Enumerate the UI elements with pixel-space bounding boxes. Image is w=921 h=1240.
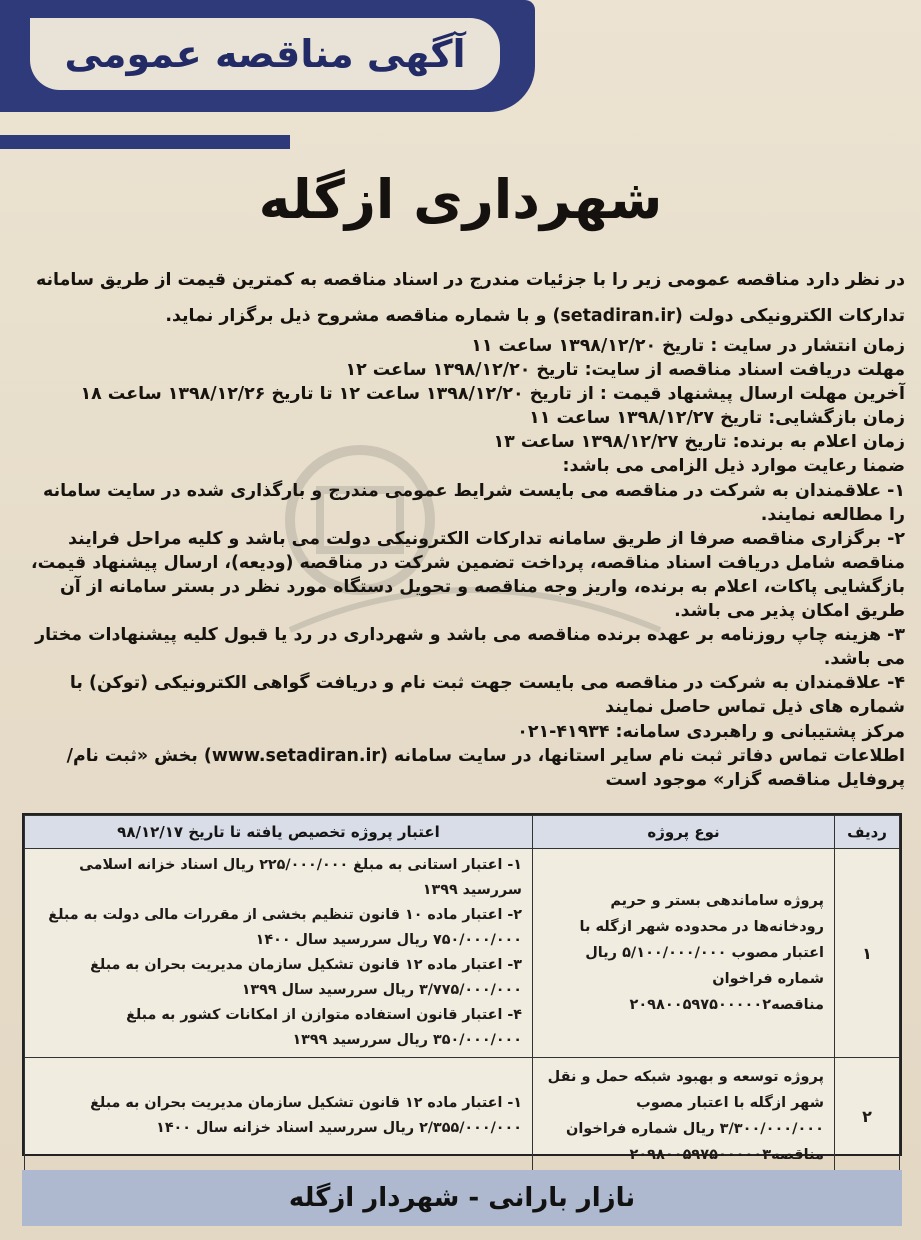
table-row [25,1058,900,1175]
row-number: ۲ [835,1058,900,1175]
intro-paragraph: در نظر دارد مناقصه عمومی زیر را با جزئیات مندرج در اسناد مناقصه به کمترین قیمت از طریق سامانه تدارکات الکترونیکی دولت (setadiran.ir) و با شماره مناقصه مشروح ذیل برگزار نماید. [35,270,905,326]
table-header-row [25,816,900,849]
credit-line: ۴- اعتبار قانون استفاده متوازن از امکانات کشور به مبلغ ۳۵۰/۰۰۰/۰۰۰ ریال سررسید ۱۳۹۹ [126,1007,522,1048]
contact-info-line: اطلاعات تماس دفاتر ثبت نام سایر استانها، در سایت سامانه (www.setadiran.ir) بخش «ثبت نام/ پروفایل مناقصه گزار» موجود است [66,745,905,790]
projects-table [22,813,902,1163]
notice-title: آگهی مناقصه عمومی [64,32,466,76]
signature-band [22,1170,902,1226]
schedule-line: ضمنا رعایت موارد ذیل الزامی می باشد: [562,456,905,477]
support-center-line: مرکز پشتیبانی و راهبردی سامانه: ۴۱۹۳۴-۰۲۱ [517,721,905,742]
condition-item: ۴- علاقمندان به شرکت در مناقصه می بایست جهت ثبت نام و دریافت گواهی الکترونیکی (توکن) با شماره های ذیل تماس حاصل نمایند [69,673,905,718]
header-row-number: ردیف [835,816,900,849]
project-type-cell: پروژه توسعه و بهبود شبکه حمل و نقل شهر ازگله با اعتبار مصوب ۳/۳۰۰/۰۰۰/۰۰۰ ریال شماره فراخوان مناقصه۲۰۹۸۰۰۵۹۷۵۰۰۰۰۰۳ [533,1058,835,1175]
condition-item: ۳- هزینه چاپ روزنامه بر عهده برنده مناقصه می باشد و شهرداری در رد یا قبول کلیه پیشنهادات مختار می باشد. [35,625,905,670]
header-banner [0,0,535,112]
schedule-line: زمان بازگشایی: تاریخ ۱۳۹۸/۱۲/۲۷ ساعت ۱۱ [529,408,905,429]
schedule-line: زمان اعلام به برنده: تاریخ ۱۳۹۸/۱۲/۲۷ ساعت ۱۳ [493,432,905,453]
credit-line: ۳- اعتبار ماده ۱۲ قانون تشکیل سازمان مدیریت بحران به مبلغ ۳/۷۷۵/۰۰۰/۰۰۰ ریال سررسید سال ۱۳۹۹ [90,957,522,998]
header-banner-label [30,18,500,90]
notice-body [26,262,905,792]
header-credit: اعتبار پروژه تخصیص یافته تا تاریخ ۹۸/۱۲/۱۷ [25,816,533,849]
credit-line: ۱- اعتبار ماده ۱۲ قانون تشکیل سازمان مدیریت بحران به مبلغ ۲/۳۵۵/۰۰۰/۰۰۰ ریال سررسید اسناد خزانه سال ۱۴۰۰ [90,1095,522,1136]
table-row [25,849,900,1058]
credit-line: ۱- اعتبار استانی به مبلغ ۲۲۵/۰۰۰/۰۰۰ ریال اسناد خزانه اسلامی سررسید ۱۳۹۹ [79,857,522,898]
organization-title: شهرداری ازگله [258,168,663,231]
schedule-line: مهلت دریافت اسناد مناقصه از سایت: تاریخ ۱۳۹۸/۱۲/۲۰ ساعت ۱۲ [345,360,905,381]
row-number: ۱ [835,849,900,1058]
condition-item: ۲- برگزاری مناقصه صرفا از طریق سامانه تدارکات الکترونیکی دولت می باشد و کلیه مراحل فرایند مناقصه شامل دریافت اسناد مناقصه، پرداخت تضمین شرکت در مناقصه (ودیعه)، ارسال پیشنهاد قیمت، بازگشایی پاکات، اعلام به برنده، واریز وجه مناقصه و تحویل دستگاه مورد نظر در بستر سامانه از آن طریق امکان پذیر می باشد. [30,528,905,622]
credit-line: ۲- اعتبار ماده ۱۰ قانون تنظیم بخشی از مقررات مالی دولت به مبلغ ۷۵۰/۰۰۰/۰۰۰ ریال سررسید سال ۱۴۰۰ [48,907,522,948]
schedule-line: زمان انتشار در سایت : تاریخ ۱۳۹۸/۱۲/۲۰ ساعت ۱۱ [471,336,905,356]
credit-cell [25,849,533,1058]
mayor-signature: نازار بارانی - شهردار ازگله [288,1183,636,1213]
project-type-cell: پروژه ساماندهی بستر و حریم رودخانه‌ها در محدوده شهر ازگله با اعتبار مصوب ۵/۱۰۰/۰۰۰/۰۰۰ ریال شماره فراخوان مناقصه۲۰۹۸۰۰۵۹۷۵۰۰۰۰۰۲ [533,849,835,1058]
credit-cell [25,1058,533,1175]
condition-item: ۱- علاقمندان به شرکت در مناقصه می بایست شرایط عمومی مندرج و بارگذاری شده در سایت سامانه را مطالعه نمایند. [43,480,905,525]
header-project-type: نوع پروژه [533,816,835,849]
schedule-line: آخرین مهلت ارسال پیشنهاد قیمت : از تاریخ ۱۳۹۸/۱۲/۲۰ ساعت ۱۲ تا تاریخ ۱۳۹۸/۱۲/۲۶ ساعت ۱۸ [80,384,905,405]
decorative-stripe [0,135,290,149]
